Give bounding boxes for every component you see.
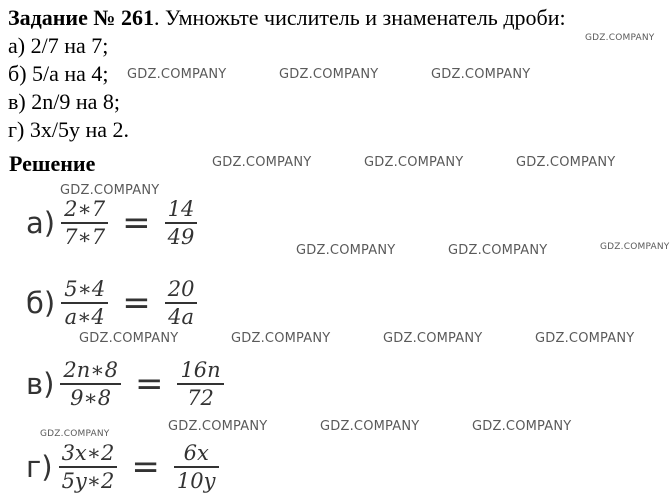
denominator: 4a [168,305,195,329]
watermark: GDZ.COMPANY [516,155,616,170]
fraction-left [61,196,108,250]
numerator: 6x [183,441,209,465]
watermark: GDZ.COMPANY [448,243,548,258]
watermark: GDZ.COMPANY [60,183,160,198]
watermark: GDZ.COMPANY [431,67,531,82]
watermark: GDZ.COMPANY [600,242,670,252]
task-item-b: б) 5/а на 4; [8,61,109,86]
task-item-d: г) 3x/5y на 2. [8,117,129,142]
denominator: 7∗7 [64,225,106,249]
fraction-left [59,440,118,494]
watermark: GDZ.COMPANY [40,429,110,439]
watermark: GDZ.COMPANY [168,419,268,434]
solution-d [26,440,221,494]
numerator: 2n∗8 [63,358,118,382]
watermark: GDZ.COMPANY [383,331,483,346]
watermark: GDZ.COMPANY [231,331,331,346]
watermark: GDZ.COMPANY [127,67,227,82]
numerator: 16n [180,358,221,382]
denominator: 9∗8 [70,386,112,410]
numerator: 14 [167,197,195,221]
fraction-result [165,276,198,330]
equals-sign: = [122,203,151,243]
solution-label: б) [26,286,56,320]
task-item-a: а) 2/7 на 7; [8,33,109,58]
equals-sign: = [122,283,151,323]
watermark: GDZ.COMPANY [535,331,635,346]
denominator: 72 [187,386,214,410]
denominator: 5y∗2 [61,469,115,493]
solution-label: в) [26,367,55,401]
numerator: 5∗4 [64,277,106,301]
fraction-left [60,357,121,411]
numerator: 3x∗2 [61,441,115,465]
watermark: GDZ.COMPANY [320,419,420,434]
task-number: Задание № 261 [8,5,154,30]
watermark: GDZ.COMPANY [79,331,179,346]
denominator: 49 [167,225,195,249]
task-item-c: в) 2n/9 на 8; [8,89,120,114]
watermark: GDZ.COMPANY [296,243,396,258]
watermark: GDZ.COMPANY [364,155,464,170]
watermark: GDZ.COMPANY [585,33,655,43]
solution-label: г) [26,450,53,484]
task-title [8,4,668,32]
solution-b [26,276,199,330]
fraction-result [174,440,219,494]
solution-c [26,357,226,411]
numerator: 20 [167,277,195,301]
solution-heading: Решение [9,151,96,176]
watermark: GDZ.COMPANY [472,419,572,434]
task-instruction: . Умножьте числитель и знаменатель дроби: [153,5,566,30]
denominator: a∗4 [64,305,105,329]
fraction-left [61,276,108,330]
denominator: 10y [176,469,216,493]
watermark: GDZ.COMPANY [279,67,379,82]
solution-label: а) [26,206,56,240]
fraction-result [165,196,198,250]
numerator: 2∗7 [64,197,106,221]
equals-sign: = [131,447,160,487]
solution-a [26,196,199,250]
equals-sign: = [134,364,164,404]
watermark: GDZ.COMPANY [212,155,312,170]
fraction-result [177,357,223,411]
